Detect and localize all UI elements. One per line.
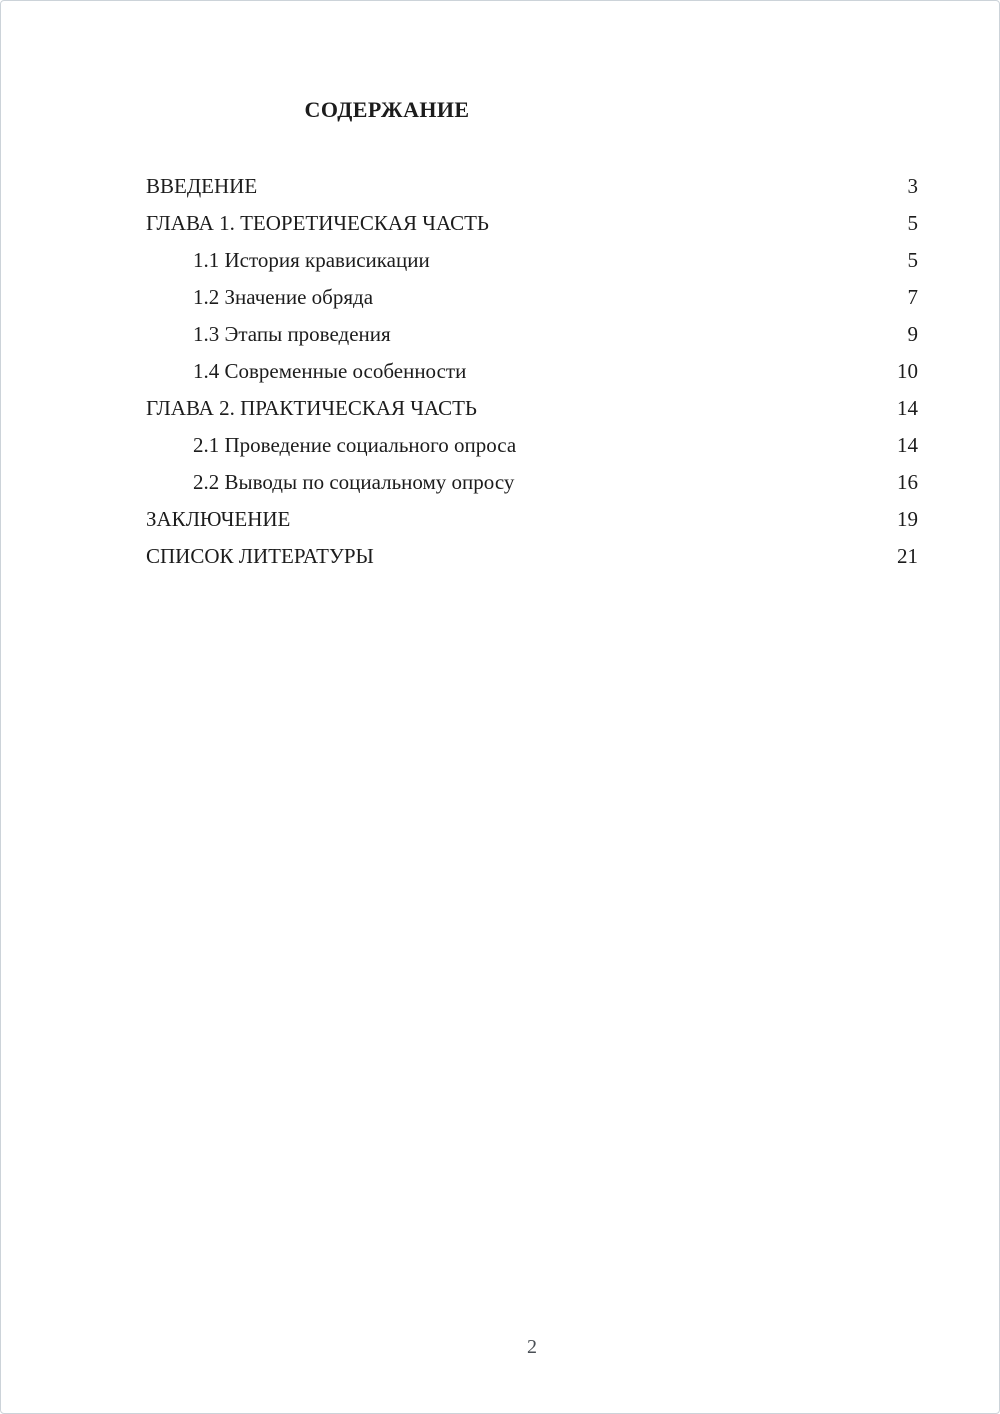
toc-entry-page-number: 5: [907, 211, 918, 235]
toc-entry-label: ЗАКЛЮЧЕНИЕ: [146, 507, 291, 531]
toc-entry-label: 2.2 Выводы по социальному опросу: [193, 470, 515, 494]
toc-list: [146, 168, 918, 575]
toc-entry-label: ВВЕДЕНИЕ: [146, 174, 258, 198]
toc-entry-label: 1.1 История крависикации: [193, 248, 430, 272]
toc-entry: [146, 427, 918, 464]
toc-entry-page-number: 10: [897, 359, 918, 383]
toc-entry: [146, 242, 918, 279]
toc-entry: [146, 464, 918, 501]
toc-entry-page-number: 14: [897, 396, 918, 420]
page-title: СОДЕРЖАНИЕ: [304, 97, 470, 122]
toc-entry: [146, 538, 918, 575]
toc-entry-label: 1.3 Этапы проведения: [193, 322, 391, 346]
toc-entry-label: ГЛАВА 2. ПРАКТИЧЕСКАЯ ЧАСТЬ: [146, 396, 477, 420]
toc-entry-page-number: 7: [907, 285, 918, 309]
toc-entry: [146, 168, 918, 205]
toc-entry-page-number: 9: [907, 322, 918, 346]
toc-entry-label: 1.4 Современные особенности: [193, 359, 467, 383]
toc-entry: [146, 279, 918, 316]
toc-entry: [146, 353, 918, 390]
toc-entry-page-number: 21: [897, 544, 918, 568]
toc-entry: [146, 205, 918, 242]
toc-entry-page-number: 3: [907, 174, 918, 198]
toc-entry-page-number: 19: [897, 507, 918, 531]
toc-entry-label: ГЛАВА 1. ТЕОРЕТИЧЕСКАЯ ЧАСТЬ: [146, 211, 489, 235]
toc-entry-label: СПИСОК ЛИТЕРАТУРЫ: [146, 544, 374, 568]
toc-entry: [146, 316, 918, 353]
toc-entry-label: 2.1 Проведение социального опроса: [193, 433, 517, 457]
toc-entry-label: 1.2 Значение обряда: [193, 285, 374, 309]
toc-entry-page-number: 16: [897, 470, 918, 494]
toc-entry: [146, 501, 918, 538]
toc-entry-page-number: 14: [897, 433, 918, 457]
toc-entry-page-number: 5: [907, 248, 918, 272]
toc-entry: [146, 390, 918, 427]
page-number: 2: [527, 1336, 537, 1358]
